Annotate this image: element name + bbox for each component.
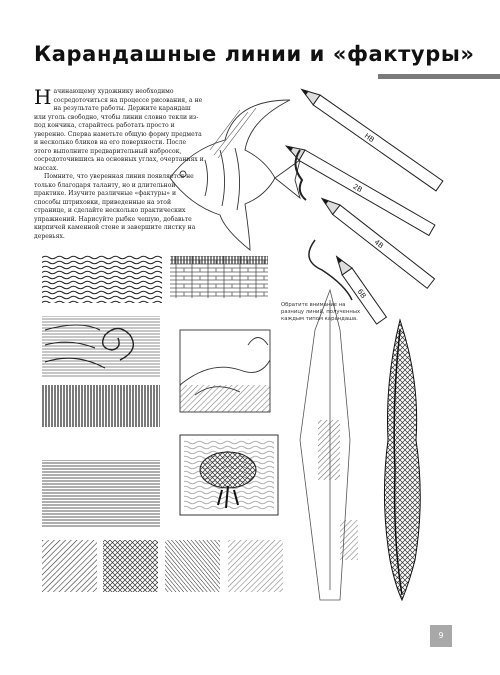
page-title: Карандашные линии и «фактуры» bbox=[34, 42, 475, 66]
swatch-wavy bbox=[42, 255, 162, 303]
swatch-diagonal-2 bbox=[165, 540, 220, 592]
swatch-horizontal bbox=[42, 460, 160, 528]
pencil-label-3: 4B bbox=[372, 238, 385, 251]
cypress-sketches bbox=[300, 287, 420, 600]
swatch-swirl bbox=[42, 316, 160, 378]
swatch-vertical bbox=[42, 385, 160, 427]
fish-sketch bbox=[170, 100, 300, 250]
swatch-landscape bbox=[180, 330, 270, 412]
swatch-light bbox=[228, 540, 283, 592]
swatch-crosshatch bbox=[103, 540, 158, 592]
page-number: 9 bbox=[430, 625, 452, 647]
pencil-caption: Обратите внимание на разницу линий, полученных каждым типом карандаша. bbox=[281, 302, 361, 322]
swatch-tree bbox=[180, 435, 278, 515]
drop-cap: Н bbox=[34, 85, 52, 109]
paragraph-1-text: ачинающему художнику необходимо сосредоточиться на процессе рисования, а не на результате работы. Держите карандаш или уголь свободно, чтобы линии словно текли из-под кончика, старайтесь работать просто и уверенно. Сперва наметьте общую форму предмета и несколько бликов на его поверхности. После этого выполните предварительный набросок, сосредоточившись на основных углах, очертаниях и массах. bbox=[34, 88, 204, 172]
paragraph-2: Помните, что уверенная линия появляется не только благодаря таланту, но и длительной практике. Изучите различные «фактуры» и способы штриховки, приведенные на этой странице, и сделайте несколько практических упражнений. Нарисуйте рыбке чешую, добавьте кирпичей каменной стене и завершите листку на деревьях. bbox=[34, 173, 196, 240]
texture-swatches bbox=[42, 255, 283, 592]
pencil-label-4: 6B bbox=[355, 287, 368, 300]
pencil-sketches bbox=[283, 85, 442, 324]
pencil-label-2: 2B bbox=[351, 182, 364, 195]
swatch-diagonal-1 bbox=[42, 540, 97, 592]
pencil-label-1: HB bbox=[362, 131, 376, 145]
